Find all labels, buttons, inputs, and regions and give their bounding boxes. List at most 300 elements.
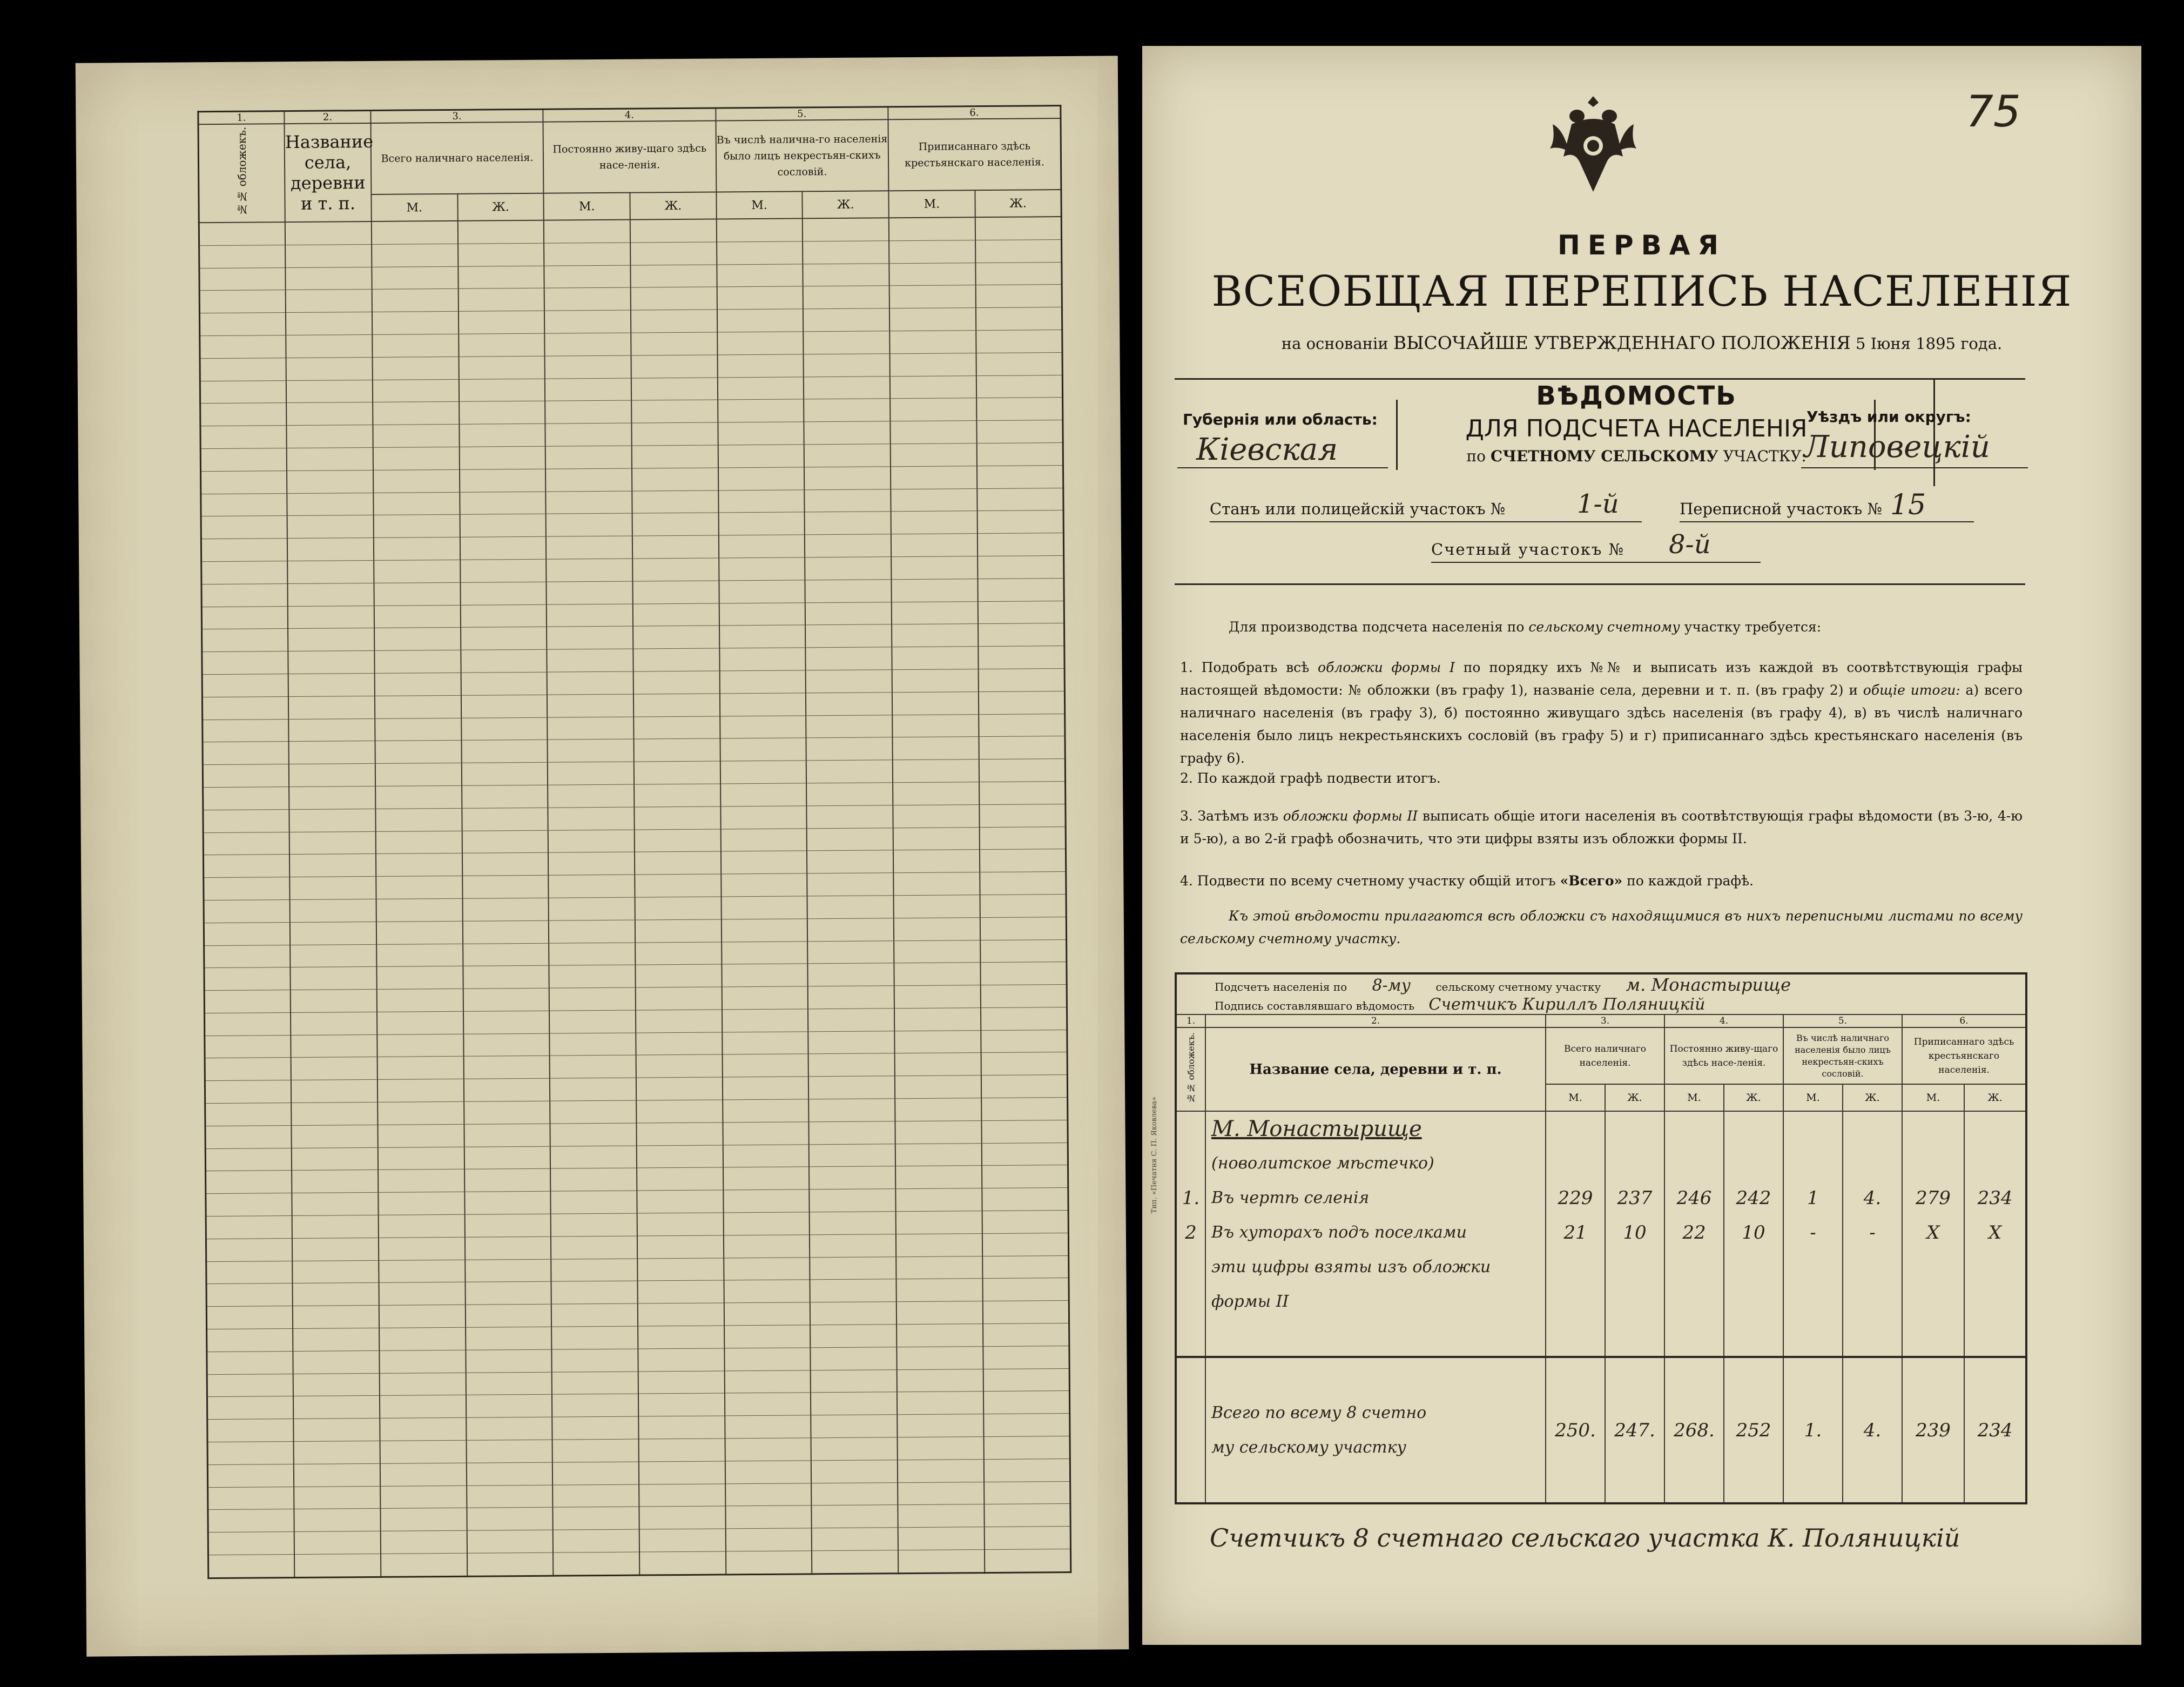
blank-cell	[724, 1257, 810, 1280]
left-census-table	[197, 105, 1071, 1579]
blank-cell	[549, 1010, 636, 1033]
blank-cell	[806, 715, 893, 738]
blank-cell	[548, 762, 634, 785]
blank-cell	[980, 872, 1066, 895]
blank-cell	[805, 489, 891, 512]
blank-cell	[980, 917, 1066, 940]
blank-cell	[804, 354, 890, 377]
blank-cell	[459, 401, 545, 425]
blank-cell	[984, 1504, 1070, 1527]
blank-cell	[981, 1052, 1067, 1076]
blank-cell	[976, 442, 1063, 466]
title-general-census: ВСЕОБЩАЯ ПЕРЕПИСЬ НАСЕЛЕНІЯ	[1211, 267, 2072, 316]
blank-cell	[458, 266, 544, 289]
blank-cell	[636, 1077, 723, 1100]
blank-cell	[462, 830, 548, 853]
blank-cell	[889, 263, 975, 286]
blank-cell	[208, 1487, 294, 1510]
row-2-non-peasant-male: -	[1810, 1222, 1816, 1244]
blank-cell	[803, 218, 889, 241]
blank-cell	[379, 1305, 466, 1328]
blank-cell	[205, 1148, 292, 1171]
blank-cell	[723, 1167, 810, 1190]
blank-cell	[547, 671, 633, 695]
blank-cell	[982, 1233, 1069, 1256]
blank-cell	[551, 1191, 637, 1214]
blank-cell	[293, 1396, 380, 1419]
blank-cell	[464, 1169, 551, 1192]
blank-cell	[552, 1416, 638, 1440]
blank-cell	[631, 422, 718, 446]
blank-cell	[286, 267, 372, 290]
blank-cell	[286, 402, 373, 426]
instruction-1-italic-2: общіе итоги:	[1863, 682, 1960, 698]
blank-cell	[635, 829, 721, 852]
blank-cell	[465, 1259, 551, 1282]
left-table-body	[199, 217, 1070, 1578]
blank-cell	[805, 534, 891, 557]
blank-cell	[372, 357, 459, 380]
blank-cell	[200, 358, 286, 381]
entry-title: М. Монастырище	[1211, 1117, 1422, 1141]
blank-cell	[633, 738, 720, 762]
row-1-registered-female: 234	[1977, 1187, 2013, 1209]
blank-cell	[637, 1213, 724, 1236]
blank-cell	[461, 672, 547, 695]
blank-cell	[548, 784, 634, 808]
blank-cell	[463, 965, 549, 989]
blank-cell	[547, 649, 633, 672]
blank-cell	[717, 264, 803, 287]
blank-cell	[981, 1030, 1067, 1053]
blank-cell	[635, 942, 722, 965]
blank-cell	[380, 1486, 467, 1509]
blank-cell	[199, 222, 285, 245]
blank-cell	[287, 515, 374, 539]
blank-cell	[891, 579, 978, 602]
blank-cell	[979, 826, 1066, 850]
blank-cell	[378, 1192, 464, 1215]
blank-cell	[462, 785, 548, 808]
blank-cell	[380, 1440, 466, 1463]
blank-cell	[460, 582, 547, 605]
instruction-1-text: 1. Подобрать всѣ	[1180, 660, 1310, 675]
blank-cell	[980, 849, 1066, 872]
blank-cell	[199, 290, 286, 313]
header-cover-number: №№ обложекъ.	[198, 124, 285, 223]
blank-cell	[812, 1505, 898, 1528]
blank-cell	[636, 987, 722, 1010]
blank-cell	[381, 1530, 467, 1554]
blank-cell	[719, 648, 806, 671]
blank-cell	[207, 1419, 294, 1442]
blank-cell	[976, 330, 1062, 353]
blank-cell	[463, 988, 549, 1011]
blank-cell	[979, 691, 1065, 714]
blank-cell	[976, 307, 1062, 331]
podschet-label-2: сельскому счетному участку	[1435, 980, 1601, 993]
blank-cell	[379, 1327, 466, 1350]
title-decree-line	[1142, 332, 2141, 353]
blank-cell	[459, 311, 545, 334]
divider	[1177, 467, 1388, 468]
blank-cell	[808, 986, 894, 1009]
row-1-total-male: 229	[1558, 1187, 1593, 1209]
intro-text: Для производства подсчета населенія по	[1229, 619, 1525, 635]
header-male: М.	[888, 190, 975, 218]
blank-cell	[293, 1419, 380, 1442]
uezd-value: Липовецкій	[1804, 429, 1990, 465]
blank-cell	[807, 873, 894, 896]
blank-cell	[207, 1374, 293, 1397]
blank-cell	[719, 557, 805, 581]
blank-cell	[807, 850, 893, 873]
intro-italic: сельскому счетному	[1528, 619, 1680, 635]
blank-cell	[893, 827, 980, 850]
blank-cell	[464, 1214, 551, 1237]
total-female-cell	[1605, 1111, 1664, 1357]
row-1-non-peasant-male: 1	[1807, 1187, 1819, 1209]
blank-cell	[725, 1415, 811, 1439]
total-label: Всего по всему 8 счетно	[1211, 1403, 1427, 1422]
podschet-value-2: м. Монастырище	[1626, 974, 1791, 995]
blank-cell	[464, 1191, 551, 1214]
row-2-name: Въ хуторахъ подъ поселками	[1211, 1223, 1467, 1242]
row-2-permanent-male: 22	[1682, 1222, 1706, 1244]
blank-cell	[546, 536, 632, 559]
blank-cell	[380, 1463, 467, 1486]
blank-cell	[550, 1033, 636, 1056]
blank-cell	[289, 786, 375, 809]
blank-cell	[638, 1303, 724, 1326]
blank-cell	[717, 309, 804, 332]
blank-cell	[201, 583, 288, 607]
blank-cell	[724, 1280, 810, 1303]
blank-cell	[294, 1486, 380, 1509]
blank-cell	[976, 398, 1063, 421]
divider	[1431, 562, 1761, 563]
permanent-female-cell	[1724, 1111, 1783, 1357]
blank-cell	[376, 944, 463, 967]
blank-cell	[637, 1145, 723, 1168]
blank-cell	[380, 1395, 466, 1419]
header-male: М.	[1902, 1084, 1964, 1111]
blank-cell	[287, 493, 373, 516]
blank-cell	[291, 1012, 377, 1035]
blank-cell	[550, 1168, 637, 1192]
blank-cell	[379, 1260, 465, 1283]
blank-cell	[288, 718, 375, 742]
blank-cell	[289, 764, 375, 787]
blank-cell	[288, 673, 375, 696]
blank-cell	[806, 760, 893, 783]
divider	[1210, 521, 1642, 522]
blank-cell	[637, 1280, 724, 1303]
blank-cell	[982, 1165, 1068, 1188]
blank-cell	[376, 853, 462, 877]
blank-cell	[294, 1441, 380, 1464]
blank-cell	[895, 1188, 982, 1212]
header-registered-peasant: Приписаннаго здѣсь крестьянскаго населенія.	[888, 118, 1061, 191]
header-cover-number: №№ обложекъ.	[1176, 1027, 1205, 1111]
header-male: М.	[1546, 1084, 1605, 1111]
blank-cell	[203, 787, 289, 810]
blank-cell	[206, 1193, 292, 1216]
row-1-total-female: 237	[1617, 1187, 1653, 1209]
blank-cell	[804, 444, 891, 467]
table-row	[1176, 1111, 2026, 1357]
blank-cell	[467, 1552, 554, 1576]
blank-cell	[549, 987, 636, 1011]
blank-cell	[896, 1256, 982, 1279]
row-1-permanent-female: 242	[1736, 1187, 1771, 1209]
blank-cell	[982, 1211, 1068, 1234]
blank-cell	[637, 1167, 723, 1191]
blank-cell	[719, 602, 805, 626]
blank-cell	[806, 692, 892, 715]
header-village-name: Название села, деревни и т. п.	[285, 123, 372, 222]
blank-cell	[293, 1283, 379, 1306]
blank-cell	[726, 1551, 812, 1575]
blank-cell	[812, 1550, 898, 1574]
blank-cell	[377, 1034, 463, 1057]
blank-cell	[724, 1302, 810, 1326]
col-number-4: 4.	[543, 108, 716, 122]
blank-cell	[897, 1392, 983, 1415]
header-female: Ж.	[1605, 1084, 1664, 1111]
blank-cell	[552, 1484, 639, 1508]
blank-cell	[718, 445, 804, 468]
row-2-total-female: 10	[1623, 1222, 1647, 1244]
blank-cell	[546, 491, 632, 514]
blank-cell	[895, 1166, 982, 1189]
total-total-female: 247.	[1605, 1357, 1664, 1503]
blank-cell	[717, 332, 804, 355]
blank-cell	[544, 243, 630, 266]
blank-cell	[893, 760, 979, 783]
blank-cell	[634, 784, 720, 807]
blank-cell	[373, 515, 460, 538]
blank-cell	[803, 286, 889, 309]
blank-cell	[458, 288, 544, 312]
page-number-handwritten: 75	[1966, 86, 2021, 137]
blank-cell	[203, 764, 289, 788]
stan-label: Станъ или полицейскій участокъ №	[1210, 500, 1506, 518]
blank-cell	[976, 420, 1063, 443]
blank-cell	[378, 1124, 464, 1147]
blank-cell	[894, 963, 980, 986]
blank-cell	[377, 1011, 463, 1034]
blank-cell	[724, 1370, 811, 1393]
blank-cell	[372, 334, 459, 357]
blank-cell	[550, 1056, 636, 1079]
blank-cell	[720, 761, 806, 784]
blank-cell	[290, 922, 376, 945]
title-decree-prefix: на основаніи	[1281, 334, 1388, 353]
blank-cell	[467, 1508, 553, 1531]
blank-cell	[376, 966, 463, 990]
blank-cell	[461, 762, 548, 785]
blank-cell	[890, 375, 976, 399]
blank-cell	[808, 1076, 895, 1099]
blank-cell	[293, 1328, 379, 1351]
blank-cell	[892, 601, 978, 624]
col-number-5: 5.	[716, 107, 888, 121]
blank-cell	[381, 1553, 467, 1577]
blank-cell	[634, 761, 720, 784]
blank-cell	[811, 1392, 897, 1415]
blank-cell	[981, 1142, 1068, 1166]
title-decree-suffix: 5 Іюня 1895 года.	[1855, 334, 2003, 353]
blank-cell	[981, 1098, 1068, 1121]
blank-cell	[376, 898, 462, 922]
printer-note: Тип. «Печатня С. П. Яковлева»	[1150, 1097, 1158, 1214]
blank-cell	[548, 852, 635, 875]
blank-cell	[461, 695, 547, 718]
blank-cell	[637, 1190, 723, 1213]
blank-cell	[207, 1442, 294, 1465]
blank-cell	[722, 1032, 808, 1055]
uezd-label: Уѣздъ или округъ:	[1806, 408, 1971, 426]
blank-cell	[811, 1437, 898, 1461]
blank-cell	[721, 919, 807, 942]
header-female: Ж.	[803, 191, 889, 218]
blank-cell	[291, 1034, 377, 1058]
blank-cell	[464, 1236, 551, 1260]
blank-cell	[287, 447, 373, 471]
blank-cell	[378, 1170, 464, 1193]
blank-cell	[631, 400, 718, 423]
blank-cell	[372, 221, 458, 244]
blank-cell	[460, 514, 546, 537]
blank-cell	[550, 1100, 636, 1124]
header-female: Ж.	[1964, 1084, 2026, 1111]
blank-cell	[466, 1372, 552, 1395]
blank-cell	[632, 558, 719, 581]
blank-cell	[720, 738, 806, 761]
blank-cell	[639, 1551, 726, 1575]
blank-cell	[639, 1461, 725, 1484]
blank-cell	[890, 398, 976, 421]
col-number-4: 4.	[1664, 1014, 1783, 1027]
blank-cell	[636, 1010, 722, 1033]
vedomost-subtitle-prefix: по	[1466, 447, 1486, 465]
blank-cell	[287, 538, 374, 561]
blank-cell	[980, 962, 1067, 985]
blank-cell	[202, 696, 288, 720]
blank-cell	[631, 287, 717, 310]
blank-cell	[372, 266, 458, 290]
blank-cell	[977, 510, 1063, 534]
blank-cell	[717, 241, 803, 265]
blank-cell	[544, 333, 631, 356]
row-2-number: 2	[1185, 1222, 1197, 1244]
title-first: ПЕРВАЯ	[1558, 230, 1726, 261]
blank-cell	[200, 335, 286, 359]
blank-cell	[898, 1482, 984, 1505]
blank-cell	[811, 1415, 898, 1438]
blank-cell	[808, 1009, 894, 1032]
blank-cell	[205, 1058, 291, 1081]
blank-cell	[372, 244, 458, 267]
blank-cell	[720, 806, 807, 829]
blank-cell	[459, 446, 545, 469]
blank-cell	[462, 875, 549, 898]
blank-cell	[722, 941, 808, 964]
divider	[1396, 400, 1398, 470]
blank-cell	[633, 671, 720, 694]
blank-cell	[206, 1306, 293, 1329]
intro-text-end: участку требуется:	[1684, 619, 1822, 635]
col-number-3: 3.	[1546, 1014, 1664, 1027]
blank-cell	[632, 468, 718, 491]
blank-cell	[288, 696, 375, 719]
header-female: Ж.	[630, 192, 716, 219]
blank-cell	[892, 737, 979, 760]
blank-cell	[204, 990, 291, 1013]
blank-cell	[545, 355, 631, 379]
blank-cell	[373, 469, 460, 493]
blank-cell	[803, 241, 889, 264]
blank-cell	[893, 872, 980, 896]
blank-cell	[466, 1462, 552, 1486]
blank-cell	[286, 380, 373, 403]
blank-cell	[203, 832, 289, 855]
blank-cell	[978, 601, 1064, 624]
blank-cell	[200, 403, 287, 426]
blank-cell	[892, 669, 979, 693]
blank-cell	[461, 717, 548, 741]
blank-cell	[636, 1032, 722, 1056]
blank-cell	[898, 1527, 985, 1550]
blank-cell	[637, 1235, 724, 1259]
blank-cell	[720, 693, 806, 716]
blank-cell	[205, 1035, 291, 1058]
blank-cell	[205, 1125, 292, 1148]
blank-cell	[720, 783, 807, 806]
blank-cell	[810, 1302, 896, 1325]
blank-cell	[208, 1532, 294, 1555]
blank-cell	[722, 1009, 808, 1032]
blank-cell	[208, 1555, 295, 1578]
blank-cell	[716, 218, 803, 241]
blank-cell	[549, 920, 635, 943]
blank-cell	[891, 511, 978, 534]
blank-cell	[290, 944, 376, 967]
podpis-label: Подпись составлявшаго вѣдомость	[1215, 999, 1414, 1012]
col-number-3: 3.	[370, 109, 543, 123]
header-permanent-population: Постоянно живу-щаго здѣсь насе-ленія.	[1664, 1027, 1783, 1084]
blank-cell	[204, 967, 291, 991]
blank-cell	[376, 876, 462, 899]
blank-cell	[547, 626, 633, 649]
blank-cell	[205, 1012, 291, 1036]
blank-cell	[630, 265, 717, 288]
blank-cell	[976, 352, 1062, 375]
blank-cell	[376, 921, 463, 944]
blank-cell	[891, 443, 977, 467]
blank-cell	[717, 377, 804, 400]
blank-cell	[892, 714, 979, 737]
blank-cell	[977, 465, 1063, 488]
blank-cell	[805, 512, 891, 535]
podschet-value: 8-му	[1372, 976, 1411, 995]
blank-cell	[984, 1527, 1070, 1550]
blank-cell	[466, 1440, 552, 1463]
vedomost-subtitle: ДЛЯ ПОДСЧЕТА НАСЕЛЕНІЯ	[1465, 415, 1808, 442]
blank-cell	[463, 1056, 550, 1079]
blank-cell	[638, 1348, 724, 1372]
